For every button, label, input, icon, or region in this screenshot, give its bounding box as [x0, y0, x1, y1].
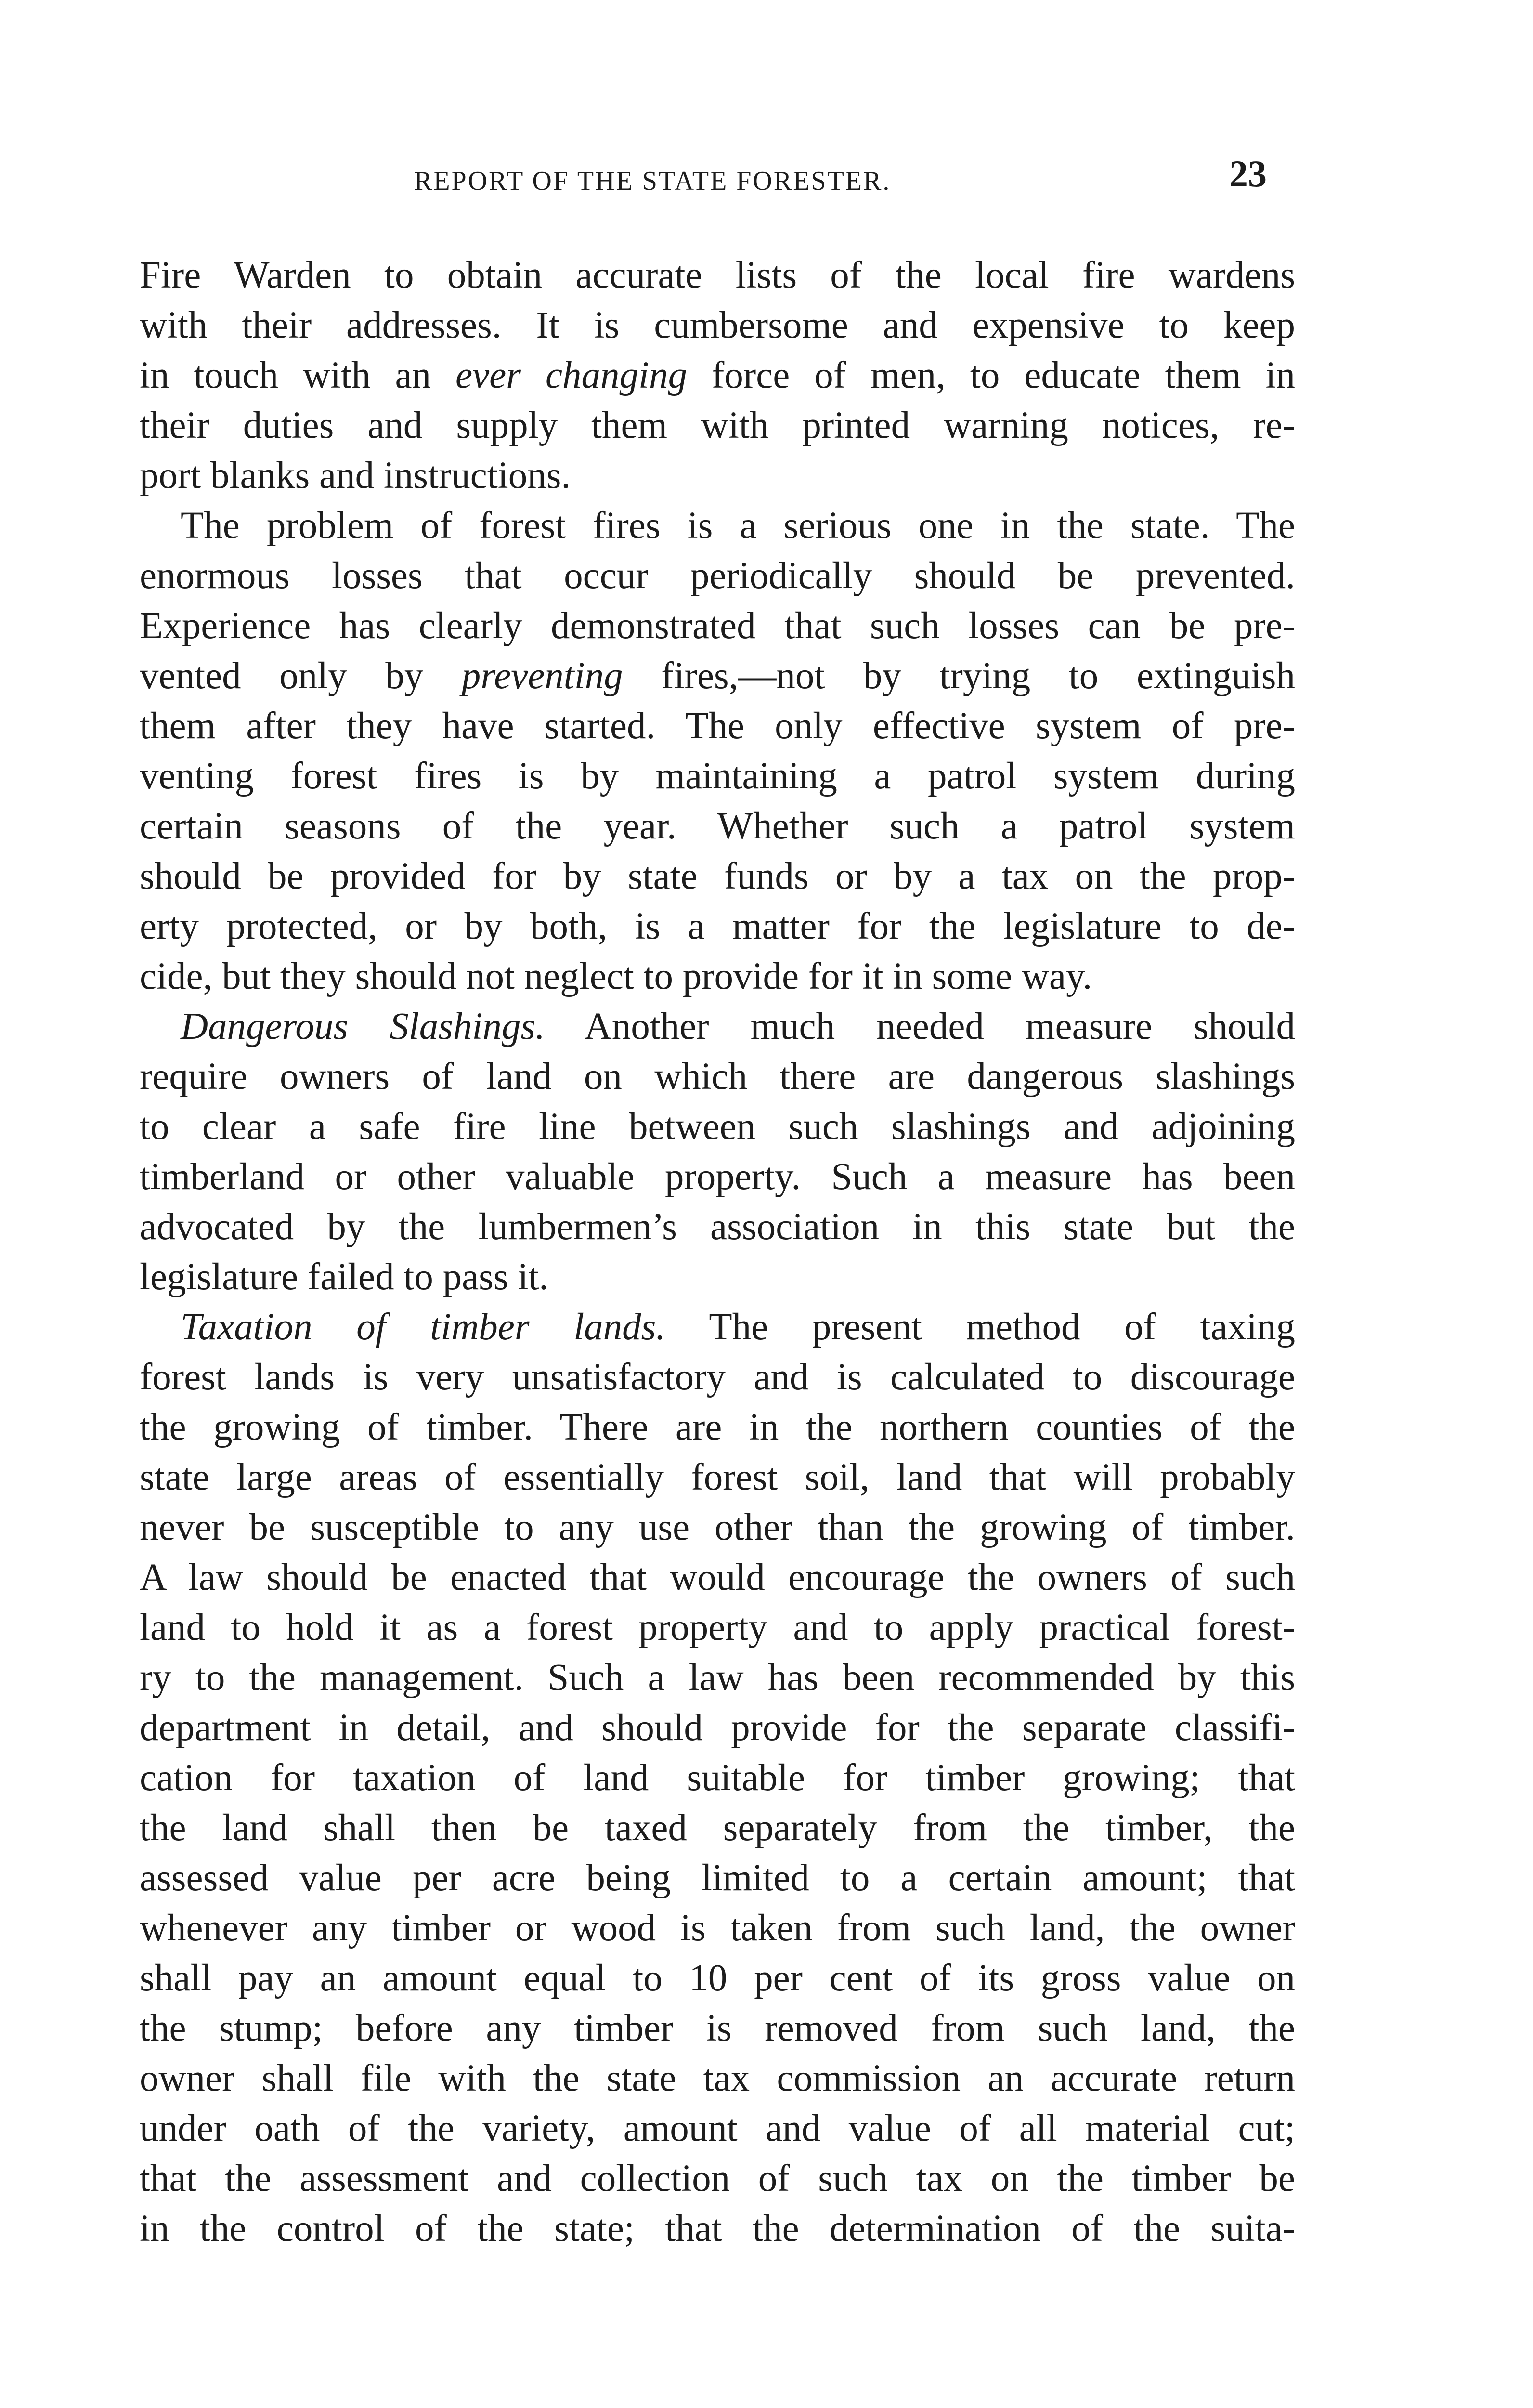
text-line	[140, 1402, 1295, 1453]
text-line	[140, 1102, 1295, 1152]
text-line	[140, 250, 1295, 301]
text-span: force of men, to educate them in	[687, 354, 1295, 396]
text-line	[140, 1903, 1295, 1953]
text-span: to clear a safe fire line between such slashings and adjoining	[140, 1106, 1295, 1148]
text-span: under oath of the variety, amount and value of all material cut;	[140, 2107, 1295, 2149]
text-span: cation for taxation of land suitable for timber growing; that	[140, 1757, 1295, 1799]
text-line	[140, 2204, 1295, 2254]
text-line	[140, 1052, 1295, 1102]
running-head: REPORT OF THE STATE FORESTER.	[414, 166, 891, 196]
text-line	[140, 851, 1295, 902]
page-number: 23	[1229, 153, 1267, 195]
text-span: the land shall then be taxed separately from the timber, the	[140, 1807, 1295, 1849]
italic-text: ever changing	[455, 354, 688, 396]
italic-text: Taxation of timber lands.	[181, 1306, 666, 1348]
body-text	[140, 250, 1295, 2254]
text-line	[140, 952, 1295, 1002]
text-span: land to hold it as a forest property and to apply practical forest-	[140, 1607, 1295, 1649]
text-span: Fire Warden to obtain accurate lists of the local fire wardens	[140, 254, 1295, 296]
text-line	[140, 1503, 1295, 1553]
text-span: certain seasons of the year. Whether such a patrol system	[140, 805, 1295, 847]
text-span: department in detail, and should provide for the separate classifi-	[140, 1707, 1295, 1749]
text-span: The present method of taxing	[665, 1306, 1295, 1348]
text-span: the stump; before any timber is removed from such land, the	[140, 2007, 1295, 2049]
text-span: forest lands is very unsatisfactory and is calculated to discourage	[140, 1356, 1295, 1398]
text-line	[140, 1002, 1295, 1052]
text-span: state large areas of essentially forest soil, land that will probably	[140, 1456, 1295, 1498]
text-line	[140, 2154, 1295, 2204]
text-span: The problem of forest fires is a serious one in the state. The	[181, 505, 1295, 547]
text-line	[140, 1152, 1295, 1202]
text-line	[140, 451, 1295, 501]
text-span: ry to the management. Such a law has been recommended by this	[140, 1657, 1295, 1699]
text-span: shall pay an amount equal to 10 per cent of its gross value on	[140, 1957, 1295, 1999]
text-line	[140, 501, 1295, 551]
italic-text: preventing	[461, 655, 623, 697]
text-line	[140, 1453, 1295, 1503]
text-span: should be provided for by state funds or by a tax on the prop-	[140, 855, 1295, 897]
text-line	[140, 751, 1295, 801]
text-line	[140, 351, 1295, 401]
text-span: with their addresses. It is cumbersome and expensive to keep	[140, 304, 1295, 346]
text-span: require owners of land on which there are dangerous slashings	[140, 1056, 1295, 1098]
text-line	[140, 601, 1295, 651]
text-span: legislature failed to pass it.	[140, 1256, 549, 1298]
text-span: Another much needed measure should	[545, 1006, 1295, 1047]
text-line	[140, 651, 1295, 701]
text-line	[140, 801, 1295, 851]
text-line	[140, 1953, 1295, 2003]
text-line	[140, 902, 1295, 952]
italic-text: Dangerous Slashings.	[181, 1006, 545, 1047]
text-span: in the control of the state; that the determination of the suita-	[140, 2208, 1295, 2250]
text-line	[140, 1803, 1295, 1853]
text-span: venting forest fires is by maintaining a patrol system during	[140, 755, 1295, 797]
text-span: port blanks and instructions.	[140, 455, 571, 497]
text-span: timberland or other valuable property. Such a measure has been	[140, 1156, 1295, 1198]
text-span: assessed value per acre being limited to a certain amount; that	[140, 1857, 1295, 1899]
text-span: fires,—not by trying to extinguish	[623, 655, 1295, 697]
text-line	[140, 1653, 1295, 1703]
text-span: cide, but they should not neglect to provide for it in some way.	[140, 955, 1092, 997]
text-line	[140, 1603, 1295, 1653]
text-span: enormous losses that occur periodically should be prevented.	[140, 555, 1295, 597]
text-line	[140, 1703, 1295, 1753]
text-line	[140, 551, 1295, 601]
text-span: that the assessment and collection of such tax on the timber be	[140, 2158, 1295, 2199]
text-span: A law should be enacted that would encourage the owners of such	[140, 1557, 1295, 1598]
text-line	[140, 301, 1295, 351]
text-line	[140, 1302, 1295, 1352]
text-span: whenever any timber or wood is taken from such land, the owner	[140, 1907, 1295, 1949]
text-line	[140, 2003, 1295, 2054]
text-span: erty protected, or by both, is a matter for the legislature to de-	[140, 905, 1295, 947]
text-span: never be susceptible to any use other than the growing of timber.	[140, 1506, 1295, 1548]
text-span: the growing of timber. There are in the northern counties of the	[140, 1406, 1295, 1448]
text-line	[140, 701, 1295, 751]
text-line	[140, 1553, 1295, 1603]
text-line	[140, 1753, 1295, 1803]
text-span: them after they have started. The only effective system of pre-	[140, 705, 1295, 747]
text-span: Experience has clearly demonstrated that such losses can be pre-	[140, 605, 1295, 647]
text-span: advocated by the lumbermen’s association in this state but the	[140, 1206, 1295, 1248]
text-line	[140, 2054, 1295, 2104]
text-span: their duties and supply them with printed warning notices, re-	[140, 405, 1295, 446]
text-line	[140, 1352, 1295, 1402]
text-line	[140, 401, 1295, 451]
text-span: in touch with an	[140, 354, 456, 396]
text-span: vented only by	[140, 655, 462, 697]
text-span: owner shall file with the state tax commission an accurate return	[140, 2057, 1295, 2099]
text-line	[140, 2104, 1295, 2154]
text-line	[140, 1202, 1295, 1252]
text-line	[140, 1853, 1295, 1903]
text-line	[140, 1252, 1295, 1302]
